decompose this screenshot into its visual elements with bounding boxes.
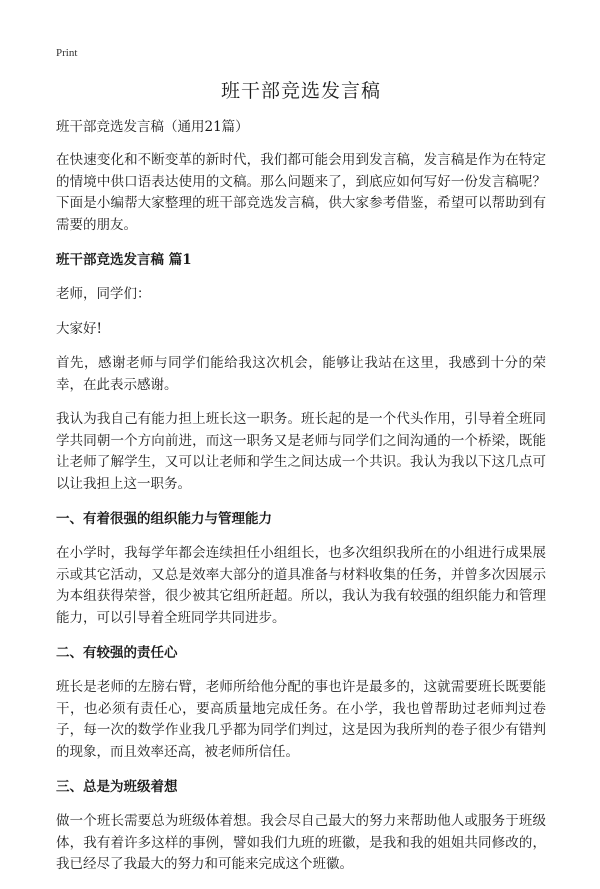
- point-two-heading: 二、有较强的责任心: [56, 645, 178, 661]
- greeting-paragraph: 老师，同学们：: [56, 286, 151, 302]
- document-body: [56, 78, 546, 889]
- thanks-paragraph: 首先，感谢老师与同学们能给我这次机会，能够让我站在这里，我感到十分的荣幸，在此表示感谢。: [56, 355, 546, 393]
- role-paragraph: 我认为我自己有能力担上班长这一职务。班长起的是一个代头作用，引导着全班同学共同朝一个方向前进，而这一职务又是老师与同学们之间沟通的一个桥梁，既能让老师了解学生，又可以让老师和学生之间达成一个共识。我认为我以下这几点可以让我担上这一职务。: [56, 411, 546, 492]
- point-two-paragraph: 班长是老师的左膀右臂，老师所给他分配的事也许是最多的，这就需要班长既要能干，也必须有责任心，要高质量地完成任务。在小学，我也曾帮助过老师判过卷子，每一次的数学作业我几乎都为同学们判过，这是因为我所判的卷子很少有错判的现象，而且效率还高，被老师所信任。: [56, 679, 546, 760]
- point-three-heading: 三、总是为班级着想: [56, 779, 178, 795]
- document-title: 班干部竞选发言稿: [220, 80, 381, 102]
- section-heading: 班干部竞选发言稿 篇1: [56, 252, 192, 268]
- point-one-paragraph: 在小学时，我每学年都会连续担任小组组长，也多次组织我所在的小组进行成果展示或其它活动，又总是效率大部分的道具准备与材料收集的任务，并曾多次因展示为本组获得荣誉，很少被其它组所赶超。所以，我认为我有较强的组织能力和管理能力，可以引导着全班同学共同进步。: [56, 545, 546, 626]
- hello-paragraph: 大家好!: [56, 320, 102, 337]
- point-one-heading: 一、有着很强的组织能力与管理能力: [56, 511, 272, 527]
- point-three-paragraph: 做一个班长需要总为班级体着想。我会尽自己最大的努力来帮助他人或服务于班级体，我有着许多这样的事例，譬如我们九班的班徽，是我和我的姐姐共同修改的，我已经尽了我最大的努力和可能来完成这个班徽。: [56, 813, 546, 872]
- document-subtitle: 班干部竞选发言稿（通用21篇）: [56, 119, 249, 135]
- intro-paragraph: 在快速变化和不断变革的新时代，我们都可能会用到发言稿，发言稿是作为在特定的情境中供口语表达使用的文稿。那么问题来了，到底应如何写好一份发言稿呢？下面是小编帮大家整理的班干部竞选发言稿，供大家参考借鉴，希望可以帮助到有需要的朋友。: [56, 152, 546, 233]
- print-link[interactable]: Print: [56, 47, 78, 59]
